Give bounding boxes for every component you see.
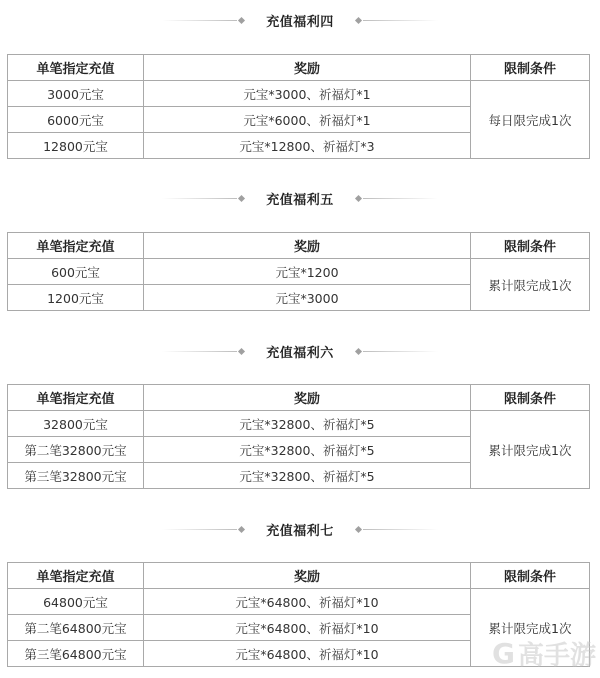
charge-cell: 12800元宝 — [8, 133, 144, 159]
table-row — [8, 589, 590, 615]
charge-cell: 第三笔64800元宝 — [8, 641, 144, 667]
reward-cell: 元宝*3000 — [144, 285, 471, 311]
table-row — [8, 411, 590, 437]
reward-cell: 元宝*32800、祈福灯*5 — [144, 437, 471, 463]
reward-cell: 元宝*64800、祈福灯*10 — [144, 589, 471, 615]
charge-cell: 600元宝 — [8, 259, 144, 285]
reward-cell: 元宝*64800、祈福灯*10 — [144, 615, 471, 641]
header-charge: 单笔指定充值 — [8, 55, 144, 81]
reward-table-5 — [7, 232, 590, 311]
header-charge: 单笔指定充值 — [8, 233, 144, 259]
reward-cell: 元宝*3000、祈福灯*1 — [144, 81, 471, 107]
table-row — [8, 81, 590, 107]
header-reward: 奖励 — [144, 385, 471, 411]
divider-line — [162, 529, 237, 530]
reward-cell: 元宝*6000、祈福灯*1 — [144, 107, 471, 133]
divider-line — [162, 20, 237, 21]
divider-line — [162, 351, 237, 352]
table-header-row — [8, 385, 590, 411]
logo-g-icon: G — [492, 637, 515, 670]
diamond-icon — [355, 347, 362, 354]
reward-cell: 元宝*32800、祈福灯*5 — [144, 411, 471, 437]
header-charge: 单笔指定充值 — [8, 385, 144, 411]
charge-cell: 第三笔32800元宝 — [8, 463, 144, 489]
reward-table-4 — [7, 54, 590, 159]
charge-cell: 3000元宝 — [8, 81, 144, 107]
charge-cell: 32800元宝 — [8, 411, 144, 437]
reward-cell: 元宝*64800、祈福灯*10 — [144, 641, 471, 667]
header-limit: 限制条件 — [471, 55, 590, 81]
reward-cell: 元宝*32800、祈福灯*5 — [144, 463, 471, 489]
watermark-text: 高手游 — [517, 641, 596, 671]
section-heading: 充值福利四 — [266, 14, 334, 30]
section-title-7 — [0, 519, 600, 539]
header-limit: 限制条件 — [471, 233, 590, 259]
charge-cell: 6000元宝 — [8, 107, 144, 133]
diamond-icon — [355, 194, 362, 201]
divider-line — [363, 529, 438, 530]
charge-cell: 1200元宝 — [8, 285, 144, 311]
limit-cell: 累计限完成1次 — [471, 259, 590, 311]
section-title-4 — [0, 10, 600, 30]
header-charge: 单笔指定充值 — [8, 563, 144, 589]
divider-line — [363, 351, 438, 352]
table-header-row — [8, 563, 590, 589]
diamond-icon — [238, 525, 245, 532]
section-heading: 充值福利六 — [266, 345, 334, 361]
diamond-icon — [238, 347, 245, 354]
charge-cell: 第二笔64800元宝 — [8, 615, 144, 641]
section-heading: 充值福利七 — [266, 523, 334, 539]
divider-line — [363, 20, 438, 21]
section-heading: 充值福利五 — [266, 192, 334, 208]
diamond-icon — [238, 194, 245, 201]
header-reward: 奖励 — [144, 563, 471, 589]
reward-cell: 元宝*1200 — [144, 259, 471, 285]
table-row — [8, 259, 590, 285]
limit-cell: 累计限完成1次 — [471, 411, 590, 489]
reward-cell: 元宝*12800、祈福灯*3 — [144, 133, 471, 159]
header-limit: 限制条件 — [471, 563, 590, 589]
diamond-icon — [355, 525, 362, 532]
section-title-6 — [0, 341, 600, 361]
table-header-row — [8, 233, 590, 259]
header-reward: 奖励 — [144, 55, 471, 81]
header-limit: 限制条件 — [471, 385, 590, 411]
divider-line — [162, 198, 237, 199]
charge-cell: 64800元宝 — [8, 589, 144, 615]
section-title-5 — [0, 188, 600, 208]
diamond-icon — [355, 16, 362, 23]
header-reward: 奖励 — [144, 233, 471, 259]
diamond-icon — [238, 16, 245, 23]
charge-cell: 第二笔32800元宝 — [8, 437, 144, 463]
limit-cell: 每日限完成1次 — [471, 81, 590, 159]
divider-line — [363, 198, 438, 199]
reward-table-6 — [7, 384, 590, 489]
limit-cell: 累计限完成1次 — [471, 589, 590, 667]
watermark-logo — [492, 635, 596, 672]
table-header-row — [8, 55, 590, 81]
